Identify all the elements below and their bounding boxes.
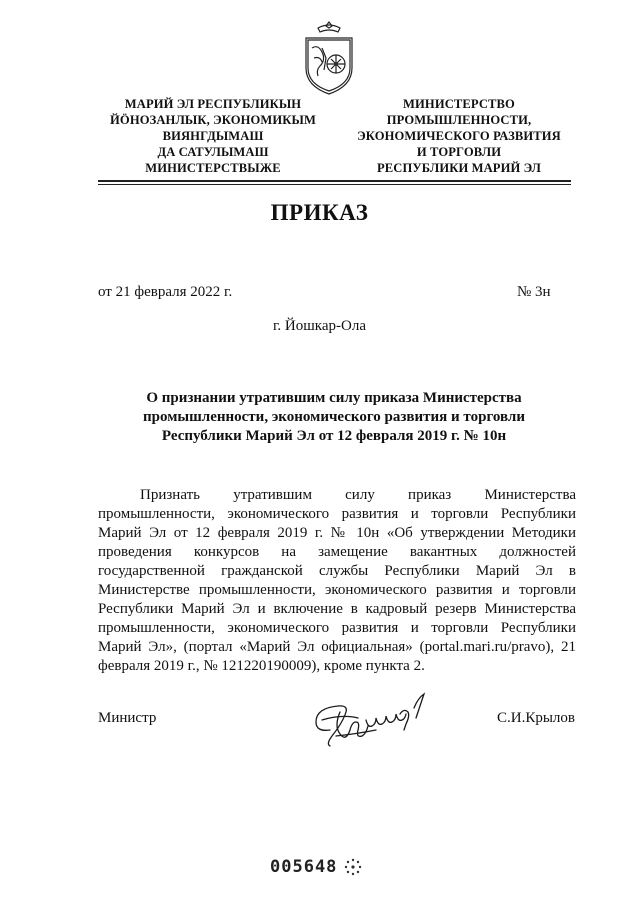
order-city: г. Йошкар-Ола bbox=[272, 318, 367, 334]
header-right-ministry-russian bbox=[334, 96, 584, 176]
order-subject: О признании утратившим силу приказа Министерства промышленности, экономического развития и торговли Республики Марий Эл от 12 февраля 2019 г. № 10н bbox=[143, 390, 525, 444]
order-date: от 21 февраля 2022 г. bbox=[98, 284, 233, 300]
header-right-line: И ТОРГОВЛИ bbox=[416, 145, 502, 159]
header-right-line: РЕСПУБЛИКИ МАРИЙ ЭЛ bbox=[377, 161, 541, 175]
serial-number: 005648 bbox=[270, 857, 338, 877]
header-left-line: МИНИСТЕРСТВЫЖЕ bbox=[145, 161, 281, 175]
coat-of-arms-emblem bbox=[298, 18, 360, 100]
header-left-line: ДА САТУЛЫМАШ bbox=[157, 145, 269, 159]
order-number: № 3н bbox=[517, 284, 551, 300]
header-right-line: МИНИСТЕРСТВО bbox=[403, 97, 515, 111]
order-body-paragraph: Признать утратившим силу приказ Министерства промышленности, экономического развития и торговли Республики Марий Эл от 12 февраля 2019 г. № 10н «Об утверждении Методики проведения конкурсов на замещение вакантных должностей государственной гражданской службы Республики Марий Эл в Министерстве промышленности, экономического развития и торговли Республики Марий Эл и включение в кадровый резерв Министерства промышленности, экономического развития и торговли Республики Марий Эл», (портал «Марий Эл официальная» (portal.mari.ru/pravo), 21 февраля 2019 г., № 121220190009), кроме пункта 2. bbox=[98, 487, 576, 674]
header-left-ministry-mari bbox=[98, 96, 328, 176]
header-left-line: ВИЯНГДЫМАШ bbox=[162, 129, 264, 143]
header-right-line: ЭКОНОМИЧЕСКОГО РАЗВИТИЯ bbox=[357, 129, 561, 143]
signer-title: Министр bbox=[98, 710, 157, 726]
header-left-line: ЙӦНОЗАНЛЫК, ЭКОНОМИКЫМ bbox=[110, 113, 316, 127]
header-left-line: МАРИЙ ЭЛ РЕСПУБЛИКЫН bbox=[124, 97, 302, 111]
header-divider-thin bbox=[98, 184, 571, 185]
header-divider-thick bbox=[98, 180, 571, 182]
handwritten-signature bbox=[300, 690, 440, 752]
header-right-line: ПРОМЫШЛЕННОСТИ, bbox=[386, 113, 532, 127]
rosette-icon bbox=[344, 858, 362, 876]
document-title: ПРИКАЗ bbox=[270, 200, 369, 225]
signer-name: С.И.Крылов bbox=[497, 710, 575, 726]
